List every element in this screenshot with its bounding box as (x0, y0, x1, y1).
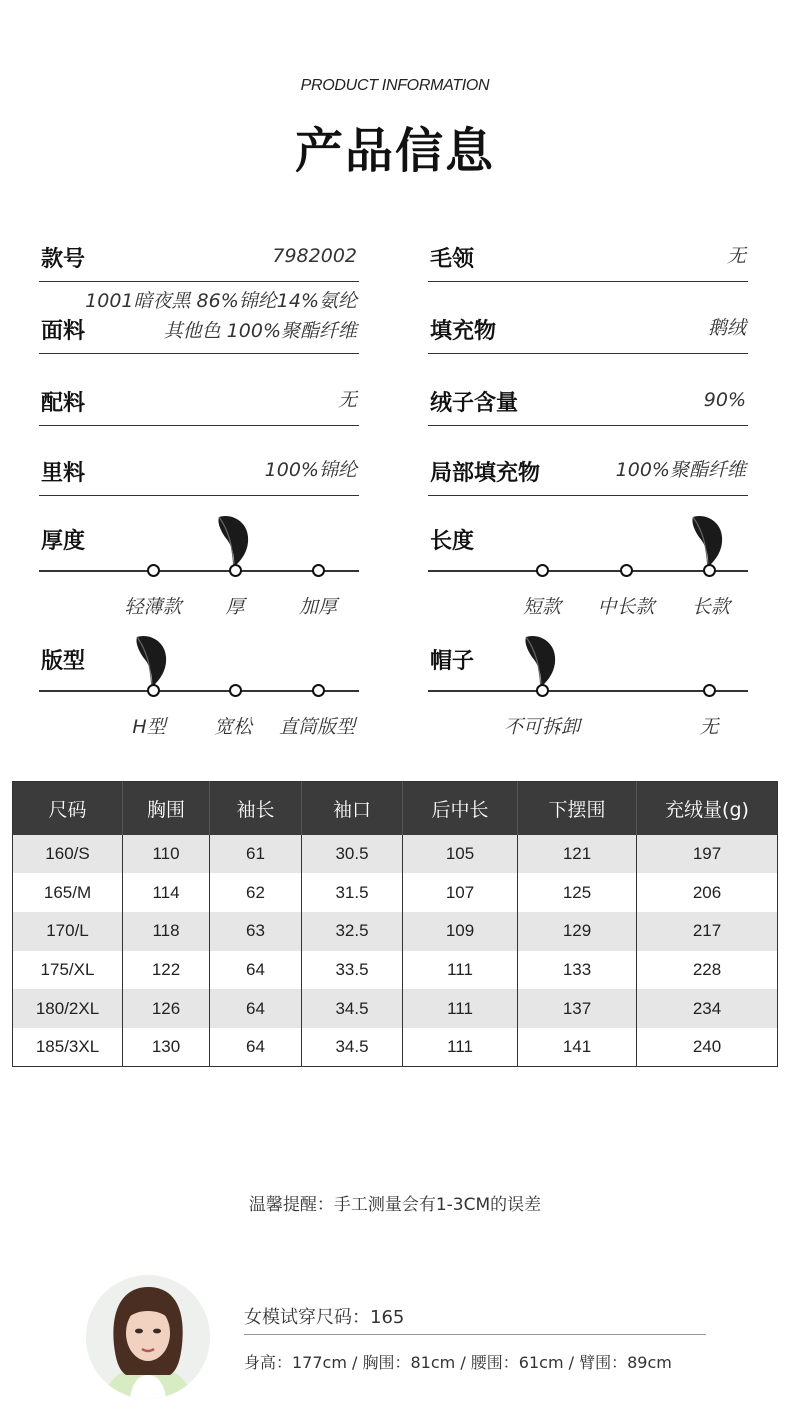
scale-label: 版型 (41, 649, 86, 674)
field-filling (428, 294, 748, 354)
scale-line (428, 690, 748, 692)
table-cell: 240 (637, 1028, 778, 1067)
field-down-content (428, 366, 748, 426)
scale-label: 长度 (430, 529, 475, 554)
table-cell: 133 (518, 951, 637, 990)
table-cell: 64 (210, 1028, 302, 1067)
table-cell: 228 (637, 951, 778, 990)
measurement-note: 温馨提醒：手工测量会有1-3CM的误差 (248, 1195, 542, 1215)
table-cell: 217 (637, 912, 778, 951)
field-lining (39, 436, 359, 496)
subtitle: PRODUCT INFORMATION (300, 77, 490, 94)
table-header-row (13, 782, 778, 835)
column-header: 袖长 (210, 782, 302, 835)
scale-dot (536, 564, 549, 577)
scale-option: 不可拆卸 (503, 716, 580, 738)
field-value: 无 (726, 245, 746, 267)
field-label: 面料 (41, 319, 86, 344)
scale-dot (312, 684, 325, 697)
table-row (13, 912, 778, 951)
table-cell: 32.5 (302, 912, 403, 951)
table-cell: 175/XL (40, 959, 95, 979)
page-title: 产品信息 (294, 123, 495, 179)
field-value: 7982002 (272, 245, 357, 267)
scale-option: H型 (132, 716, 166, 738)
scale-fit (39, 636, 359, 746)
field-value: 鹅绒 (707, 317, 746, 339)
table-cell: 129 (518, 912, 637, 951)
table-cell: 122 (123, 951, 210, 990)
table-row (13, 951, 778, 990)
scale-label: 厚度 (41, 529, 86, 554)
field-partial-filling (428, 436, 748, 496)
table-cell: 33.5 (302, 951, 403, 990)
table-cell: 206 (637, 873, 778, 912)
field-label: 绒子含量 (430, 391, 519, 416)
field-accessory (39, 366, 359, 426)
field-label: 局部填充物 (430, 461, 541, 486)
table-cell: 105 (403, 835, 518, 874)
table-cell: 109 (403, 912, 518, 951)
table-cell: 64 (210, 989, 302, 1028)
scale-hood (428, 636, 748, 746)
table-cell: 125 (518, 873, 637, 912)
table-row (13, 835, 778, 874)
divider (244, 1334, 706, 1335)
table-cell: 107 (403, 873, 518, 912)
table-cell: 121 (518, 835, 637, 874)
field-fabric (39, 283, 359, 354)
table-cell: 111 (403, 951, 518, 990)
scale-length (428, 516, 748, 626)
model-portrait-image (86, 1275, 210, 1399)
scale-label: 帽子 (430, 649, 475, 674)
scale-dot-selected (229, 564, 242, 577)
column-header: 充绒量(g) (637, 782, 778, 835)
column-header: 尺码 (13, 782, 123, 835)
scale-option: 长款 (691, 596, 730, 618)
scale-option: 加厚 (298, 596, 337, 618)
field-label: 配料 (41, 391, 86, 416)
field-style-no (39, 222, 359, 282)
model-avatar (86, 1275, 210, 1399)
table-cell: 197 (637, 835, 778, 874)
scale-option: 宽松 (213, 716, 252, 738)
model-size: 女模试穿尺码：165 (244, 1307, 405, 1328)
table-cell: 34.5 (302, 989, 403, 1028)
table-cell: 126 (123, 989, 210, 1028)
table-cell: 180/2XL (13, 989, 123, 1028)
table-cell: 160/S (13, 835, 123, 874)
table-cell: 111 (403, 1028, 518, 1067)
scale-option: 直筒版型 (278, 716, 355, 738)
table-cell: 118 (123, 912, 210, 951)
scale-option: 短款 (522, 596, 561, 618)
field-value (85, 286, 357, 346)
scale-option: 厚 (225, 596, 245, 618)
table-row (13, 873, 778, 912)
table-cell: 63 (210, 912, 302, 951)
table-row (13, 989, 778, 1028)
field-label: 里料 (41, 461, 86, 486)
table-row (13, 1028, 778, 1067)
model-measurements: 身高：177cm / 胸围：81cm / 腰围：61cm / 臂围：89cm (244, 1353, 672, 1372)
scale-option: 无 (699, 716, 719, 738)
scale-dot-selected (703, 564, 716, 577)
table-cell: 234 (637, 989, 778, 1028)
scale-dot (147, 564, 160, 577)
table-cell: 141 (518, 1028, 637, 1067)
table-cell: 130 (123, 1028, 210, 1067)
scale-dot (620, 564, 633, 577)
scale-dot (229, 684, 242, 697)
column-header: 袖口 (302, 782, 403, 835)
table-cell: 110 (123, 835, 210, 874)
table-cell: 111 (403, 989, 518, 1028)
column-header: 胸围 (123, 782, 210, 835)
table-cell: 61 (210, 835, 302, 874)
field-value: 无 (337, 389, 357, 411)
table-cell: 34.5 (302, 1028, 403, 1067)
scale-dot (703, 684, 716, 697)
table-cell: 30.5 (302, 835, 403, 874)
table-cell: 114 (123, 873, 210, 912)
field-label: 填充物 (430, 319, 497, 344)
table-cell: 185/3XL (35, 1037, 100, 1057)
table-cell: 170/L (13, 912, 123, 951)
field-collar (428, 222, 748, 282)
scale-dot-selected (147, 684, 160, 697)
scale-dot (312, 564, 325, 577)
table-cell: 64 (210, 951, 302, 990)
column-header: 后中长 (403, 782, 518, 835)
scale-option: 轻薄款 (124, 596, 182, 618)
field-value: 90% (703, 389, 746, 411)
scale-dot-selected (536, 684, 549, 697)
field-label: 毛领 (430, 247, 475, 272)
field-value: 100%锦纶 (264, 459, 357, 481)
table-cell: 31.5 (302, 873, 403, 912)
size-table (12, 781, 778, 1067)
column-header: 下摆围 (518, 782, 637, 835)
scale-thickness (39, 516, 359, 626)
table-cell: 137 (518, 989, 637, 1028)
scale-option: 中长款 (597, 596, 655, 618)
table-cell: 62 (210, 873, 302, 912)
table-cell: 165/M (43, 882, 92, 902)
fabric-line-2: 其他色 100%聚酯纤维 (163, 320, 357, 342)
field-value: 100%聚酯纤维 (615, 459, 746, 481)
field-label: 款号 (41, 247, 86, 272)
fabric-line-1: 1001暗夜黑 86%锦纶14%氨纶 (85, 290, 357, 312)
